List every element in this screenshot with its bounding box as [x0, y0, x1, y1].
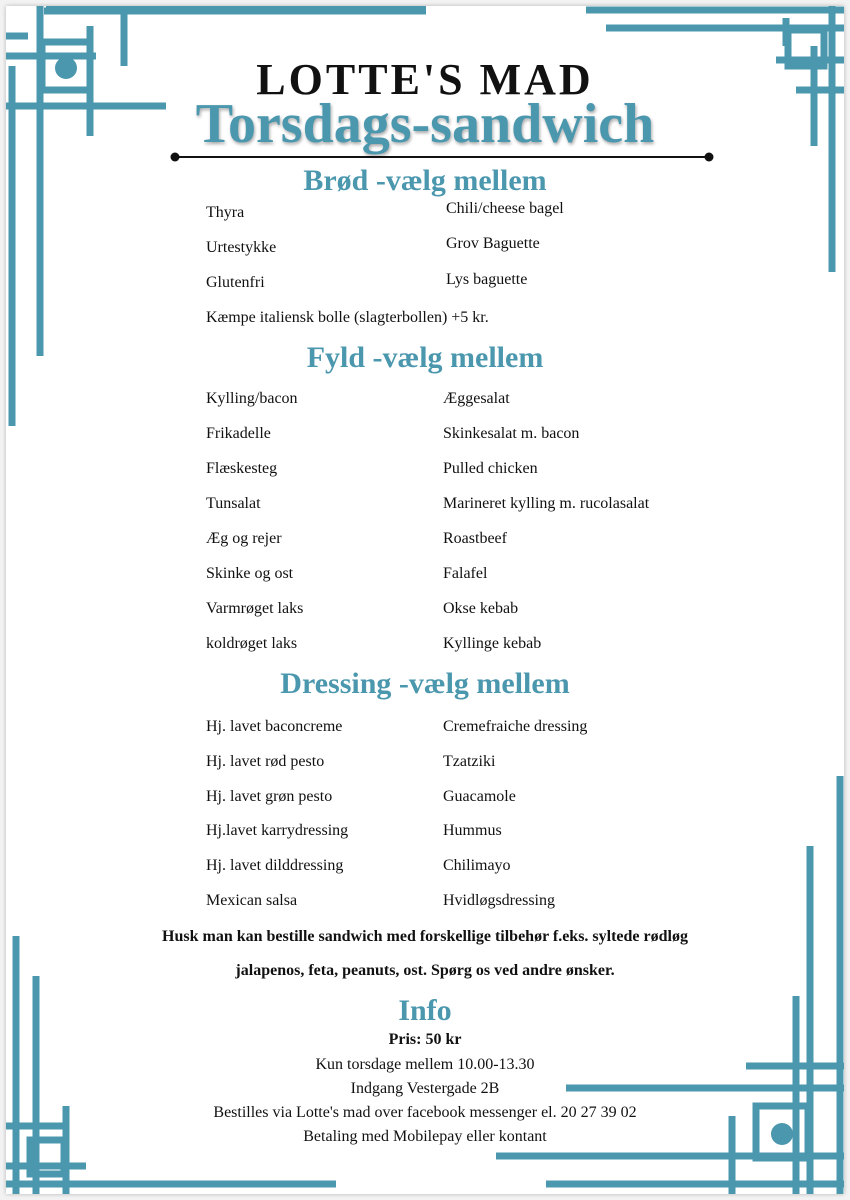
bread-extra: Kæmpe italiensk bolle (slagterbollen) +5 kr. [206, 309, 489, 326]
dressing-heading: Dressing -vælg mellem [280, 667, 570, 700]
bread-item: Chili/cheese bagel [446, 200, 564, 217]
info-line: Kun torsdage mellem 10.00-13.30 [315, 1056, 535, 1073]
filling-item: Tunsalat [206, 495, 261, 512]
info-heading: Info [398, 994, 452, 1027]
dressing-item: Tzatziki [443, 753, 496, 770]
bread-heading: Brød -vælg mellem [303, 164, 547, 197]
info-line: Indgang Vestergade 2B [350, 1080, 500, 1097]
dressing-item: Guacamole [443, 788, 516, 805]
dressing-item: Hj. lavet grøn pesto [206, 788, 333, 805]
filling-item: Æggesalat [443, 390, 510, 407]
filling-item: Kyllinge kebab [443, 635, 542, 652]
dressing-item: Hj. lavet rød pesto [206, 753, 325, 770]
page-title: Torsdags-sandwich [195, 93, 655, 155]
dressing-item: Hj. lavet dilddressing [206, 857, 344, 874]
filling-item: Marineret kylling m. rucolasalat [443, 495, 650, 512]
brand-name: LOTTE'S MAD [256, 55, 594, 104]
info-line: Bestilles via Lotte's mad over facebook messenger el. 20 27 39 02 [213, 1104, 637, 1121]
filling-item: Kylling/bacon [206, 390, 298, 407]
filling-item: Skinkesalat m. bacon [443, 425, 580, 442]
dressing-item: Chilimayo [443, 857, 511, 874]
filling-item: Varmrøget laks [206, 600, 304, 617]
filling-item: Falafel [443, 565, 488, 582]
filling-item: Frikadelle [206, 425, 271, 442]
filling-item: Skinke og ost [206, 565, 294, 582]
filling-item: Flæskesteg [206, 460, 278, 477]
dressing-item: Hvidløgsdressing [443, 892, 555, 909]
dressing-item: Hummus [443, 822, 502, 839]
dressing-item: Cremefraiche dressing [443, 718, 588, 735]
filling-item: Roastbeef [443, 530, 507, 547]
bread-item: Grov Baguette [446, 235, 540, 252]
dressing-item: Mexican salsa [206, 892, 298, 909]
menu-page [6, 6, 844, 1194]
bread-item: Lys baguette [446, 271, 528, 288]
filling-item: Okse kebab [443, 600, 519, 617]
filling-item: Æg og rejer [206, 530, 282, 547]
bread-item: Thyra [206, 204, 245, 221]
dressing-item: Hj.lavet karrydressing [206, 822, 349, 839]
dressing-item: Hj. lavet baconcreme [206, 718, 343, 735]
price: Pris: 50 kr [388, 1031, 462, 1048]
filling-heading: Fyld -vælg mellem [306, 341, 544, 374]
info-line: Betaling med Mobilepay eller kontant [303, 1128, 547, 1145]
filling-item: Pulled chicken [443, 460, 538, 477]
extras-note-line: jalapenos, feta, peanuts, ost. Spørg os ved andre ønsker. [235, 962, 615, 979]
bread-item: Glutenfri [206, 274, 265, 291]
filling-item: koldrøget laks [206, 635, 298, 652]
title-divider [170, 152, 714, 162]
bread-item: Urtestykke [206, 239, 277, 256]
extras-note-line: Husk man kan bestille sandwich med forskellige tilbehør f.eks. syltede rødløg [162, 928, 688, 945]
